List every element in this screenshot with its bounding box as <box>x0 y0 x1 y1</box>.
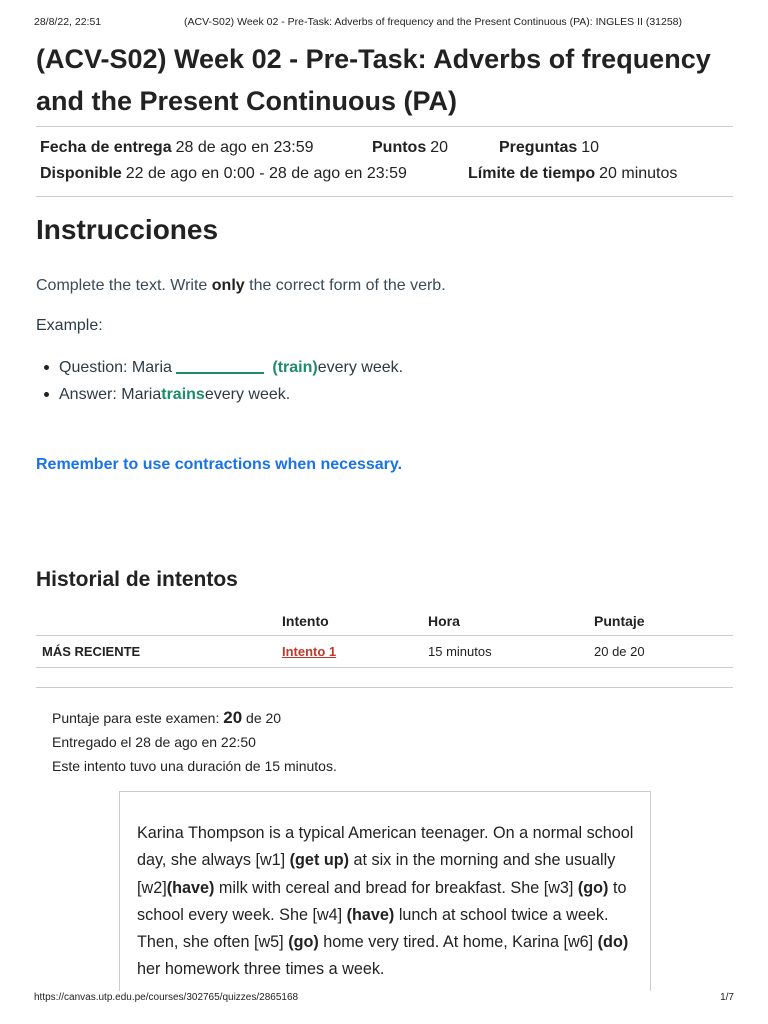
bullet-icon <box>44 392 49 397</box>
exam-score-line <box>52 706 337 730</box>
print-datetime: 28/8/22, 22:51 <box>34 16 102 28</box>
table-row <box>36 636 733 668</box>
answer-blank <box>176 362 264 374</box>
verb-hint: (go) <box>577 878 609 897</box>
most-recent-label: MÁS RECIENTE <box>42 644 141 659</box>
quiz-title: (ACV-S02) Week 02 - Pre-Task: Adverbs of frequency and the Present Continuous (PA) <box>36 44 711 116</box>
column-header-score: Puntaje <box>594 612 645 629</box>
question-text-run: home very tired. At home, Karina [w6] <box>318 933 598 952</box>
verb-hint: (have) <box>346 905 395 924</box>
attempt-cell <box>276 644 422 659</box>
example-label: Example: <box>36 317 103 334</box>
print-page-number: 1/7 <box>720 992 734 1003</box>
available-value: 22 de ago en 0:00 - 28 de ago en 23:59 <box>125 165 407 182</box>
question-text-run: lunch at school twice a week. Then, she often [w5] <box>137 905 609 952</box>
verb-hint: (get up) <box>289 851 349 870</box>
title-divider <box>36 126 733 127</box>
question-text-run: milk with cereal and bread for breakfast. She [w3] <box>214 878 578 897</box>
history-divider <box>36 687 733 688</box>
time-limit-label: Límite de tiempo <box>468 165 596 182</box>
example-answer-word: trains <box>161 385 205 403</box>
time-limit-value: 20 minutos <box>599 165 678 182</box>
attempt-summary <box>52 706 337 778</box>
example-answer-end: every week. <box>204 385 291 403</box>
example-verb-hint: (train) <box>272 358 318 376</box>
due-label: Fecha de entrega <box>40 139 172 156</box>
score-value: 20 <box>223 708 243 727</box>
verb-hint: (have) <box>166 878 215 897</box>
example-question-text: Question: Maria <box>59 358 172 376</box>
quiz-details-row-1 <box>40 139 314 157</box>
question-text-run: Karina Thompson is a typical American teenager. On a normal school day, she always [w1] <box>137 824 634 870</box>
points-value: 20 <box>430 139 449 156</box>
contractions-reminder: Remember to use contractions when necessary. <box>36 456 403 473</box>
print-header <box>34 16 734 28</box>
score-total: de 20 <box>242 710 282 726</box>
example-answer-item <box>44 381 403 408</box>
score-label: Puntaje para este examen: <box>52 710 224 726</box>
column-header-time: Hora <box>428 612 460 629</box>
details-divider <box>36 196 733 197</box>
verb-hint: (go) <box>288 933 319 952</box>
due-value: 28 de ago en 23:59 <box>175 139 314 156</box>
attempt-history-heading: Historial de intentos <box>36 568 238 591</box>
example-list <box>44 354 403 408</box>
attempt-time: 15 minutos <box>428 644 492 659</box>
duration-line: Este intento tuvo una duración de 15 minutos. <box>52 758 337 774</box>
questions-value: 10 <box>581 139 600 156</box>
instructions-heading: Instrucciones <box>36 214 219 245</box>
attempt-1-link[interactable]: Intento 1 <box>282 644 337 659</box>
lead-text-end: the correct form of the verb. <box>244 277 446 294</box>
example-question-item <box>44 354 403 381</box>
questions-label: Preguntas <box>499 139 578 156</box>
lead-text-start: Complete the text. Write <box>36 277 212 294</box>
question-text-run: to school every week. She [w4] <box>137 878 627 924</box>
points-detail <box>372 139 448 157</box>
questions-detail <box>499 139 599 157</box>
points-label: Puntos <box>372 139 427 156</box>
attempt-history-table <box>36 606 733 668</box>
availability-detail <box>40 165 407 183</box>
question-text-run: her homework three times a week. <box>137 960 385 979</box>
lead-text-emphasis: only <box>211 277 245 294</box>
verb-hint: (do) <box>597 933 629 952</box>
available-label: Disponible <box>40 165 122 182</box>
attempt-score: 20 de 20 <box>594 644 645 659</box>
question-text <box>137 820 637 984</box>
print-document-title: (ACV-S02) Week 02 - Pre-Task: Adverbs of frequency and the Present Continuous (PA): INGLES II (31258) <box>184 16 683 28</box>
print-footer <box>34 992 734 1003</box>
bullet-icon <box>44 365 49 370</box>
example-answer-text: Answer: Maria <box>59 385 162 403</box>
table-header-row <box>36 606 733 636</box>
submitted-line: Entregado el 28 de ago en 22:50 <box>52 734 256 750</box>
example-question-end: every week. <box>317 358 404 376</box>
time-limit-detail <box>468 165 677 183</box>
column-header-attempt: Intento <box>282 612 329 629</box>
instructions-lead <box>36 277 446 295</box>
question-text-run: at six in the morning and she usually [w2] <box>137 851 616 897</box>
print-url: https://canvas.utp.edu.pe/courses/302765/quizzes/2865168 <box>34 992 299 1003</box>
